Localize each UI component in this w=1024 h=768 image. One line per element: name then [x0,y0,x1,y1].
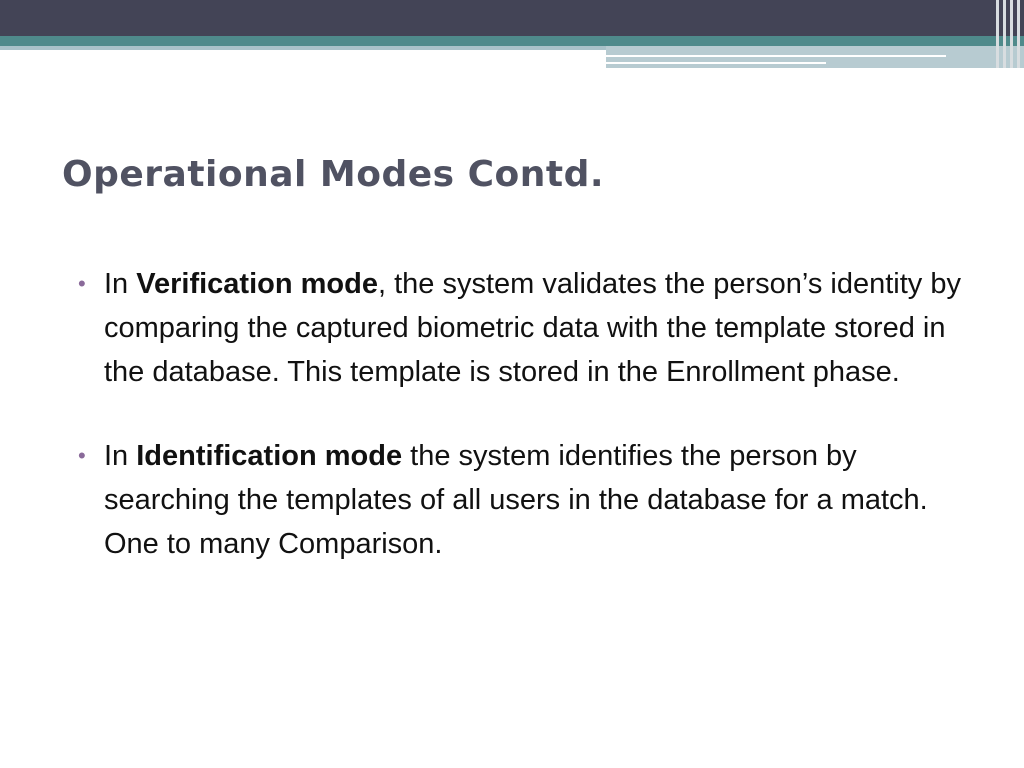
bullet-item [76,262,976,394]
header-light-block [606,46,1024,68]
header-vertical-line [1017,0,1020,68]
header-vertical-line [996,0,999,68]
bullet-text: the system identifies the person by searching the templates of all users in the database for a match. One to many Comparison. [104,440,928,560]
header-teal-stripe [0,36,1024,46]
header-vertical-line [1003,0,1006,68]
bullet-term: Verification mode [136,268,378,300]
bullet-prefix: In [104,440,137,472]
bullet-term: Identification mode [136,440,403,472]
header-band [0,0,1024,36]
bullet-prefix: In [104,268,137,300]
header-thin-line [606,62,826,64]
bullet-item [76,434,976,566]
header-thin-line [606,55,946,57]
bullet-dot-icon: • [78,443,86,468]
bullet-list [76,262,976,606]
slide-title: Operational Modes Contd. [62,154,605,196]
header-light-stripe [0,46,606,50]
bullet-dot-icon: • [78,271,86,296]
header-vertical-line [1010,0,1013,68]
bullet-text: , the system validates the person’s identity by comparing the captured biometric data with the template stored in the database. This template is stored in the Enrollment phase. [104,268,961,388]
